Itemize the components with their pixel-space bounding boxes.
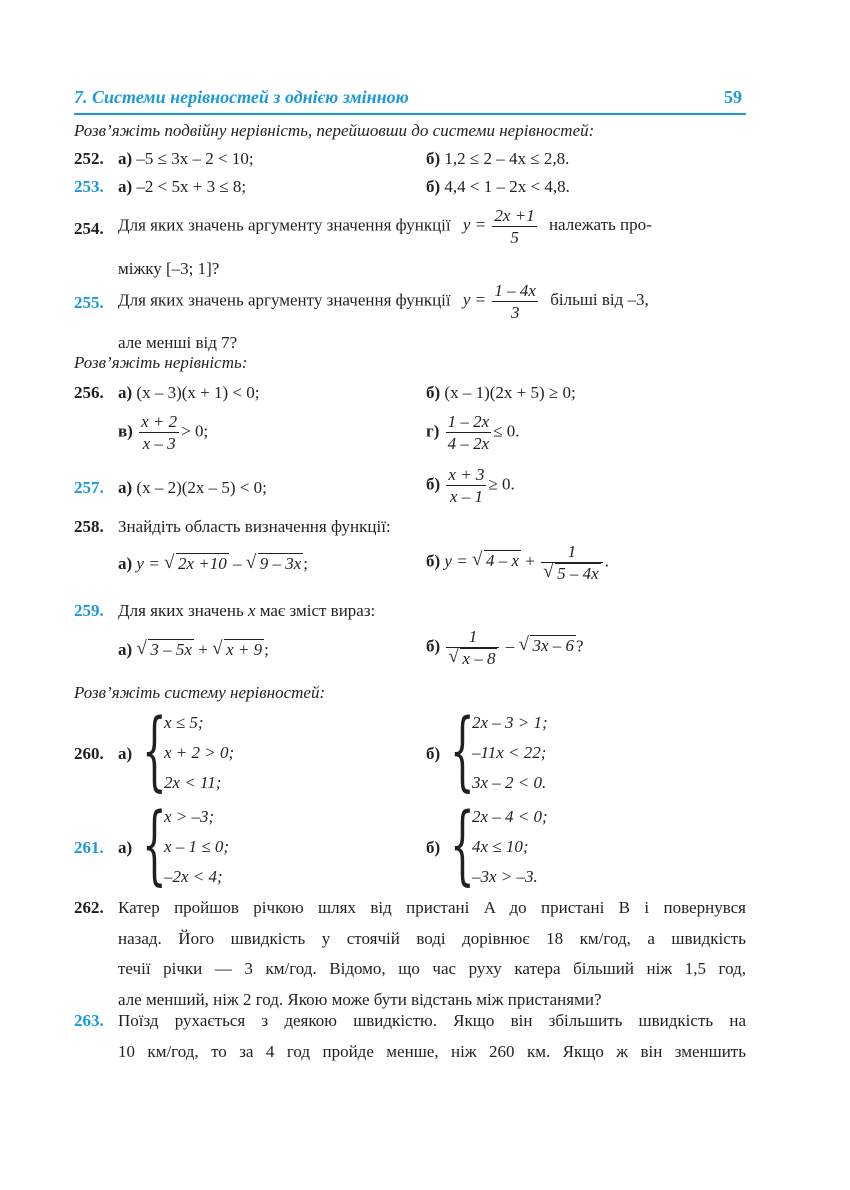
problem-253-b: б) 4,4 < 1 – 2x < 4,8. — [426, 177, 570, 196]
problem-262-number: 262. — [74, 898, 104, 917]
problem-263-number: 263. — [74, 1011, 104, 1030]
problem-256-a: а) (x – 3)(x + 1) < 0; — [118, 383, 260, 402]
instruction-system: Розв’яжіть систему нерівностей: — [74, 683, 326, 702]
problem-258-number: 258. — [74, 517, 104, 536]
problem-259-a: а) √ 3 – 5x + √ x + 9 ; — [118, 640, 269, 660]
problem-262-text: Катер пройшов річкою шлях від пристані A до пристані B і повернувся назад. Його швидкість у стоячій воді дорівнює 18 км/год, а швидкість течії річки — 3 км/год. Відомо, що час руху катера більший ніж 1,5 год, але менший, ніж 2 год. Якою може бути відстань між пристанями? — [118, 898, 746, 1009]
problem-253-a: а) –2 < 5x + 3 ≤ 8; — [118, 177, 247, 196]
problem-257-b: б) $\frac{x + 3}{x - 1}$ ≥ 0. — [426, 465, 515, 506]
problem-252-b: б) 1,2 ≤ 2 – 4x ≤ 2,8. — [426, 149, 570, 168]
problem-256-b: б) (x – 1)(2x + 5) ≥ 0; — [426, 383, 576, 402]
problem-255-text-cont: але менші від 7? — [118, 333, 238, 352]
problem-260-number: 260. — [74, 744, 104, 763]
problem-255-number: 255. — [74, 293, 104, 312]
problem-252-a: а) –5 ≤ 3x – 2 < 10; — [118, 149, 254, 168]
problem-261-number: 261. — [74, 838, 104, 857]
problem-259-b: б) 1 √ x – 8 – √ 3x – 6 ? — [426, 627, 584, 668]
problem-253-number: 253. — [74, 177, 104, 196]
page-number: 59 — [724, 87, 742, 107]
instruction-inequality: Розв’яжіть нерівність: — [74, 353, 248, 372]
problem-259-number: 259. — [74, 601, 104, 620]
problem-259-text: Для яких значень x має зміст вираз: — [118, 601, 376, 620]
problem-258-b: б) y = √ 4 – x + 1 √ 5 – 4x . — [426, 542, 609, 583]
problem-263-text: Поїзд рухається з деякою швидкістю. Якщо він збільшить швидкість на 10 км/год, то за 4 год пройде менше, ніж 260 км. Якщо ж він зменшить — [118, 1011, 746, 1061]
problem-252-number: 252. — [74, 149, 104, 168]
problem-256-v: в) $\frac{x + 2}{x - 3}$ > 0; — [118, 412, 209, 453]
problem-254-text-cont: міжку [–3; 1]? — [118, 259, 220, 278]
problem-260-b-label: б) — [426, 744, 441, 763]
problem-257-number: 257. — [74, 478, 104, 497]
textbook-page: 7. Системи нерівностей з однією змінною 59 Розв’яжіть подвійну нерівність, перейшовши до системи нерівностей: 252. а) –5 ≤ 3x – 2 < 10; б) 1,2 ≤ 2 – 4x ≤ 2,8. 253. а) –2 < 5x + 3 ≤ 8; б) 4,4 < 1 – 2x < 4,8. 254. Для яких значень аргументу значення функції y = $\frac{2x +1}{5}$ належать про- міжку [–3; 1]? 255. Для яких значень аргументу значення функції y = $\frac{1 - 4x}{3}$ більші від –3, але менші від 7? Розв’яжіть нерівність: 256. а) (x – 3)(x + 1) < 0; б) (x – 1)(2x + 5) ≥ 0; в) $\frac{x + 2}{x - 3}$ > 0; г) $\frac{1 - 2x}{4 - 2x}$ ≤ 0. 257. а) (x – 2)(2x – 5) < 0; б) $\frac{x + 3}{x - 1}$ ≥ 0. 258. Знайдіть область визначення функції: а) y = √ 2x +10 – √ 9 – 3x ; б) y = √ 4 – x + 1 √ 5 – 4x . 259. Для яких значень x має зміст вираз: а) √ 3 – 5x + √ x + 9 ; б) 1 √ x – 8 – √ 3x – 6 ? Розв’яжіть систему нерівностей: 260. а) { x ≤ 5; x + 2 > 0; 2x < 11; б) { 2x – 3 > 1; –11x < 22; 3x – 2 < 0. 261. а) { x > –3; x – 1 ≤ 0; –2x < 4; б) { 2x – 4 < 0; 4x ≤ 10; –3x > –3. 262. Катер пройшов річкою шлях від пристані A до пристані B і повернувся назад. Його швидкість у стоячій воді дорівнює 18 км/год, а швидкість течії річки — 3 км/год. Відомо, що час руху катера більший ніж 1,5 год, але менший, ніж 2 год. Якою може бути відстань між пристанями? 263. Поїзд рухається з деякою швидкістю. Якщо він збільшить швидкість на 10 км/год, то за 4 год пройде менше, ніж 260 км. Якщо ж він зменшить — [0, 0, 850, 1190]
instruction-double: Розв’яжіть подвійну нерівність, перейшовши до системи нерівностей: — [74, 121, 595, 140]
page-header — [74, 87, 746, 115]
problem-260-a-label: а) — [118, 744, 133, 763]
problem-256-g: г) $\frac{1 - 2x}{4 - 2x}$ ≤ 0. — [426, 412, 520, 453]
problem-261-b-label: б) — [426, 838, 441, 857]
problem-255-text: Для яких значень аргументу значення функції y = $\frac{1 - 4x}{3}$ більші від –3, — [118, 281, 649, 322]
problem-261-a-label: а) — [118, 838, 133, 857]
section-title: 7. Системи нерівностей з однією змінною — [74, 87, 409, 107]
problem-258-a: а) y = √ 2x +10 – √ 9 – 3x ; — [118, 554, 308, 574]
problem-257-a: а) (x – 2)(2x – 5) < 0; — [118, 478, 267, 497]
problem-254-number: 254. — [74, 219, 104, 238]
problem-258-text: Знайдіть область визначення функції: — [118, 517, 391, 536]
problem-254-text: Для яких значень аргументу значення функції y = $\frac{2x +1}{5}$ належать про- — [118, 206, 652, 247]
problem-256-number: 256. — [74, 383, 104, 402]
